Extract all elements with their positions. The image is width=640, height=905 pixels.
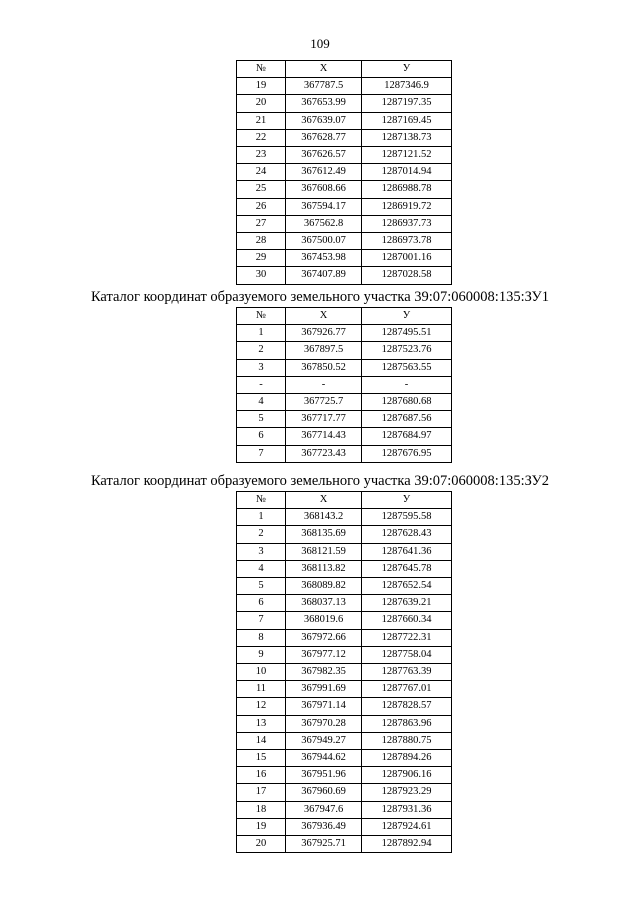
cell-y: 1287169.45: [362, 112, 452, 129]
cell-x: 367982.35: [286, 664, 362, 681]
cell-y: 1286937.73: [362, 215, 452, 232]
cell-y: 1287014.94: [362, 164, 452, 181]
table-row: [237, 509, 452, 526]
cell-number: 29: [237, 250, 286, 267]
cell-number: 23: [237, 147, 286, 164]
table-row: [237, 543, 452, 560]
cell-number: 4: [237, 394, 286, 411]
table-row: [237, 715, 452, 732]
cell-x: 367453.98: [286, 250, 362, 267]
cell-number: 25: [237, 181, 286, 198]
header-y: У: [362, 308, 452, 325]
cell-x: 367723.43: [286, 445, 362, 462]
cell-number: 6: [237, 595, 286, 612]
cell-x: 367612.49: [286, 164, 362, 181]
cell-number: 9: [237, 646, 286, 663]
table-row: [237, 526, 452, 543]
cell-x: 367562.8: [286, 215, 362, 232]
cell-number: 16: [237, 767, 286, 784]
cell-x: 368019.6: [286, 612, 362, 629]
cell-y: 1287028.58: [362, 267, 452, 284]
table-row: [237, 78, 452, 95]
coordinates-table-zu1: [236, 307, 452, 463]
cell-x: 367951.96: [286, 767, 362, 784]
table-row: [237, 342, 452, 359]
header-x: Х: [286, 61, 362, 78]
cell-number: 19: [237, 78, 286, 95]
table-row: [237, 164, 452, 181]
cell-y: -: [362, 376, 452, 393]
cell-y: 1287680.68: [362, 394, 452, 411]
cell-x: 368135.69: [286, 526, 362, 543]
table-row: [237, 181, 452, 198]
cell-number: 1: [237, 509, 286, 526]
cell-number: 13: [237, 715, 286, 732]
cell-number: 5: [237, 411, 286, 428]
cell-x: 368037.13: [286, 595, 362, 612]
cell-number: 22: [237, 129, 286, 146]
header-number: №: [237, 492, 286, 509]
cell-number: 19: [237, 818, 286, 835]
cell-x: 367926.77: [286, 325, 362, 342]
header-y: У: [362, 492, 452, 509]
cell-number: 8: [237, 629, 286, 646]
cell-y: 1287641.36: [362, 543, 452, 560]
coordinates-table-zu2: [236, 491, 452, 853]
cell-x: 367725.7: [286, 394, 362, 411]
cell-number: 3: [237, 543, 286, 560]
cell-x: 367500.07: [286, 233, 362, 250]
cell-x: 367972.66: [286, 629, 362, 646]
table-header-row: [237, 61, 452, 78]
header-number: №: [237, 61, 286, 78]
cell-number: 2: [237, 526, 286, 543]
cell-number: 24: [237, 164, 286, 181]
cell-x: 368121.59: [286, 543, 362, 560]
cell-y: 1286973.78: [362, 233, 452, 250]
cell-x: 367608.66: [286, 181, 362, 198]
table-row: [237, 646, 452, 663]
cell-number: 1: [237, 325, 286, 342]
cell-number: 7: [237, 445, 286, 462]
table-row: [237, 629, 452, 646]
table-row: [237, 698, 452, 715]
cell-y: 1287595.58: [362, 509, 452, 526]
cell-x: 367639.07: [286, 112, 362, 129]
cell-y: 1287687.56: [362, 411, 452, 428]
cell-number: 14: [237, 732, 286, 749]
cell-x: 368089.82: [286, 578, 362, 595]
cell-y: 1287346.9: [362, 78, 452, 95]
cell-number: 18: [237, 801, 286, 818]
table-row: [237, 836, 452, 853]
table-row: [237, 750, 452, 767]
cell-y: 1287924.61: [362, 818, 452, 835]
table-row: [237, 428, 452, 445]
table-row: [237, 198, 452, 215]
cell-x: 367653.99: [286, 95, 362, 112]
cell-y: 1287628.43: [362, 526, 452, 543]
table-row: [237, 681, 452, 698]
table-row: [237, 215, 452, 232]
cell-x: 367714.43: [286, 428, 362, 445]
catalog-title-zu2: Каталог координат образуемого земельного участка 39:07:060008:135:ЗУ2: [90, 473, 550, 489]
cell-x: 367977.12: [286, 646, 362, 663]
cell-y: 1287660.34: [362, 612, 452, 629]
cell-y: 1287121.52: [362, 147, 452, 164]
table-row: [237, 767, 452, 784]
coordinates-table-continued: [236, 60, 452, 285]
cell-y: 1287763.39: [362, 664, 452, 681]
cell-y: 1286988.78: [362, 181, 452, 198]
table-row: [237, 445, 452, 462]
cell-y: 1287138.73: [362, 129, 452, 146]
table-row: [237, 359, 452, 376]
cell-number: 26: [237, 198, 286, 215]
cell-x: -: [286, 376, 362, 393]
table-row: [237, 112, 452, 129]
cell-number: 20: [237, 836, 286, 853]
cell-x: 368113.82: [286, 560, 362, 577]
cell-y: 1287906.16: [362, 767, 452, 784]
table-header-row: [237, 492, 452, 509]
cell-x: 367971.14: [286, 698, 362, 715]
table-row: [237, 233, 452, 250]
cell-y: 1287676.95: [362, 445, 452, 462]
cell-x: 367947.6: [286, 801, 362, 818]
table-row: [237, 732, 452, 749]
table-row: [237, 560, 452, 577]
cell-y: 1287894.26: [362, 750, 452, 767]
cell-x: 367594.17: [286, 198, 362, 215]
table-row: [237, 784, 452, 801]
cell-y: 1287767.01: [362, 681, 452, 698]
cell-y: 1287001.16: [362, 250, 452, 267]
cell-y: 1287652.54: [362, 578, 452, 595]
table-row: [237, 394, 452, 411]
cell-x: 367628.77: [286, 129, 362, 146]
cell-x: 367991.69: [286, 681, 362, 698]
cell-y: 1286919.72: [362, 198, 452, 215]
cell-number: 5: [237, 578, 286, 595]
cell-x: 367949.27: [286, 732, 362, 749]
cell-x: 367626.57: [286, 147, 362, 164]
cell-x: 367960.69: [286, 784, 362, 801]
cell-y: 1287931.36: [362, 801, 452, 818]
cell-x: 367970.28: [286, 715, 362, 732]
cell-x: 367850.52: [286, 359, 362, 376]
table-row: [237, 664, 452, 681]
cell-y: 1287639.21: [362, 595, 452, 612]
cell-y: 1287892.94: [362, 836, 452, 853]
table-row: [237, 129, 452, 146]
cell-number: 30: [237, 267, 286, 284]
table-row: [237, 376, 452, 393]
cell-y: 1287758.04: [362, 646, 452, 663]
table-row: [237, 818, 452, 835]
table-header-row: [237, 308, 452, 325]
cell-y: 1287863.96: [362, 715, 452, 732]
table-row: [237, 325, 452, 342]
cell-y: 1287880.75: [362, 732, 452, 749]
cell-number: 10: [237, 664, 286, 681]
cell-x: 368143.2: [286, 509, 362, 526]
cell-number: 2: [237, 342, 286, 359]
table-row: [237, 595, 452, 612]
cell-y: 1287523.76: [362, 342, 452, 359]
cell-number: 28: [237, 233, 286, 250]
table-row: [237, 250, 452, 267]
cell-number: 15: [237, 750, 286, 767]
cell-number: 27: [237, 215, 286, 232]
cell-y: 1287197.35: [362, 95, 452, 112]
table-row: [237, 267, 452, 284]
catalog-title-zu1: Каталог координат образуемого земельного участка 39:07:060008:135:ЗУ1: [90, 289, 550, 305]
cell-y: 1287828.57: [362, 698, 452, 715]
cell-y: 1287923.29: [362, 784, 452, 801]
header-y: У: [362, 61, 452, 78]
table-row: [237, 578, 452, 595]
cell-x: 367407.89: [286, 267, 362, 284]
cell-x: 367944.62: [286, 750, 362, 767]
cell-number: 17: [237, 784, 286, 801]
header-x: Х: [286, 308, 362, 325]
page-number: 109: [310, 36, 330, 51]
cell-number: 6: [237, 428, 286, 445]
table-row: [237, 801, 452, 818]
cell-y: 1287563.55: [362, 359, 452, 376]
cell-x: 367897.5: [286, 342, 362, 359]
cell-number: 3: [237, 359, 286, 376]
table-row: [237, 411, 452, 428]
table-row: [237, 147, 452, 164]
header-x: Х: [286, 492, 362, 509]
cell-y: 1287722.31: [362, 629, 452, 646]
cell-number: 12: [237, 698, 286, 715]
cell-y: 1287684.97: [362, 428, 452, 445]
cell-number: 11: [237, 681, 286, 698]
cell-number: 20: [237, 95, 286, 112]
cell-y: 1287645.78: [362, 560, 452, 577]
cell-number: -: [237, 376, 286, 393]
table-row: [237, 612, 452, 629]
cell-x: 367717.77: [286, 411, 362, 428]
header-number: №: [237, 308, 286, 325]
cell-y: 1287495.51: [362, 325, 452, 342]
cell-x: 367787.5: [286, 78, 362, 95]
cell-x: 367936.49: [286, 818, 362, 835]
table-row: [237, 95, 452, 112]
cell-number: 21: [237, 112, 286, 129]
cell-number: 4: [237, 560, 286, 577]
cell-number: 7: [237, 612, 286, 629]
cell-x: 367925.71: [286, 836, 362, 853]
